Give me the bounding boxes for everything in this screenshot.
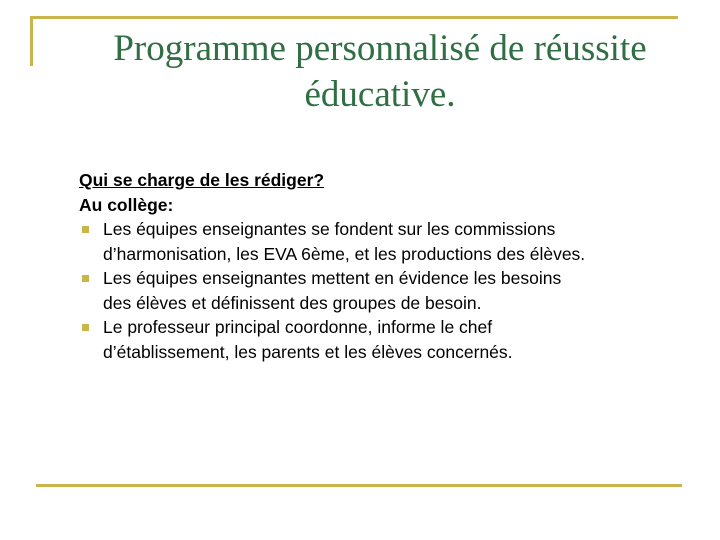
- bullet-text-line-2: des élèves et définissent des groupes de besoin.: [103, 292, 482, 313]
- slide-title-line-1: Programme personnalisé de réussite: [113, 28, 647, 69]
- slide-title-line-2: éducative.: [304, 74, 456, 115]
- bullet-item: [79, 315, 709, 364]
- question-heading: Qui se charge de les rédiger?: [79, 170, 325, 190]
- bullet-text-line-1: Les équipes enseignantes se fondent sur les commissions: [103, 219, 556, 239]
- square-bullet-icon: [82, 324, 89, 331]
- bullet-text-line-2: d’harmonisation, les EVA 6ème, et les productions des élèves.: [103, 243, 586, 264]
- bullet-text-line-1: Le professeur principal coordonne, informe le chef: [103, 317, 493, 337]
- square-bullet-icon: [82, 275, 89, 282]
- top-rule: [30, 16, 678, 19]
- bullet-list: [79, 217, 709, 364]
- bullet-text-line-2: d’établissement, les parents et les élèves concernés.: [103, 341, 513, 362]
- bullet-item: [79, 266, 709, 315]
- square-bullet-icon: [82, 226, 89, 233]
- slide-title: [40, 26, 720, 118]
- left-rule: [30, 16, 33, 66]
- bottom-rule: [36, 484, 682, 487]
- context-heading: Au collège:: [79, 194, 174, 215]
- bullet-item: [79, 217, 709, 266]
- bullet-text-line-1: Les équipes enseignantes mettent en évidence les besoins: [103, 268, 562, 288]
- slide-body: [79, 168, 709, 364]
